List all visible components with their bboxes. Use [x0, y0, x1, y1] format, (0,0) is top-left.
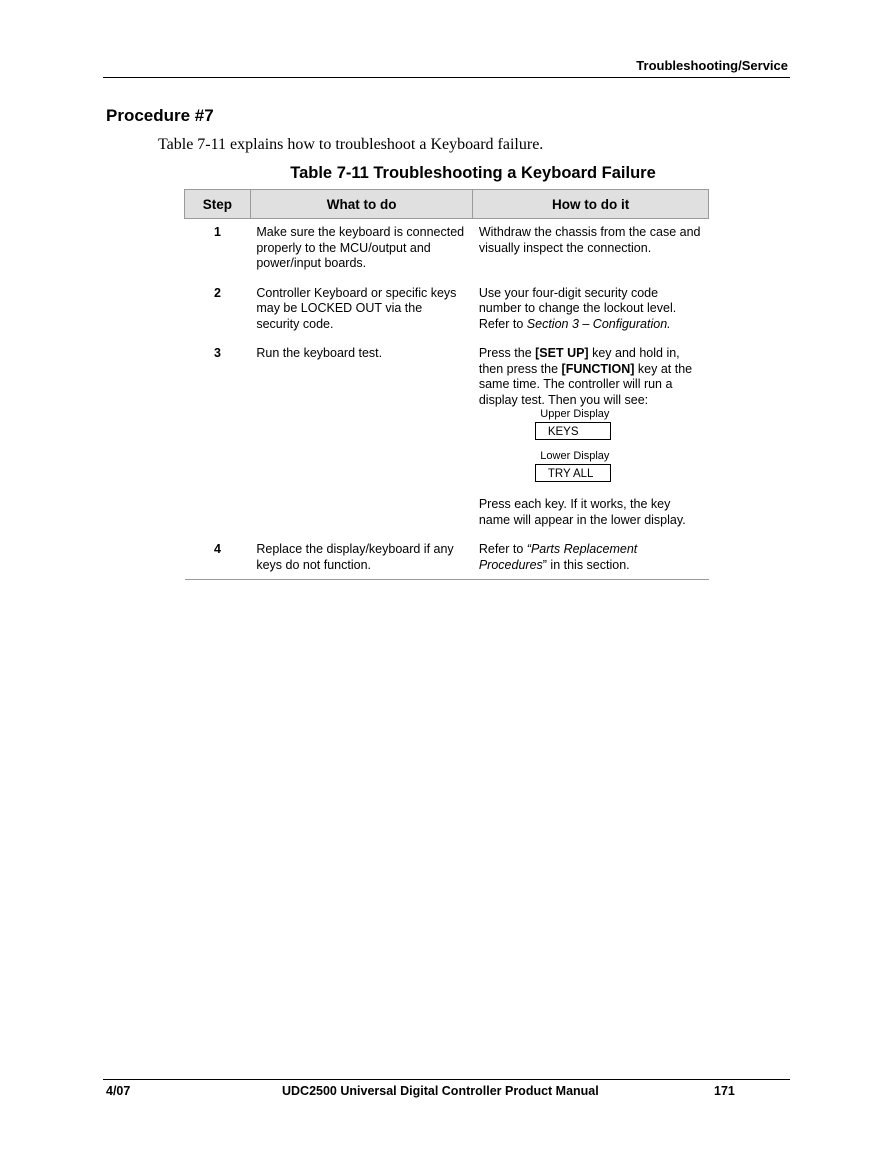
table-title: Table 7-11 Troubleshooting a Keyboard Failure — [290, 164, 656, 182]
how-to-do-it-cell: Withdraw the chassis from the case and visually inspect the connection. — [478, 225, 701, 255]
how-to-do-it-cell — [473, 536, 709, 580]
procedure-heading: Procedure #7 — [106, 106, 214, 125]
upper-display-label: Upper Display — [540, 408, 610, 420]
what-to-do-cell: Replace the display/keyboard if any keys do not function. — [250, 536, 473, 580]
column-header-what: What to do — [250, 190, 473, 219]
section-reference: Section 3 – Configuration. — [526, 316, 671, 331]
column-header-step: Step — [185, 190, 251, 219]
how-to-do-it-cell — [473, 280, 709, 341]
header-rule — [103, 77, 790, 78]
table-row — [185, 536, 709, 580]
footer-rule — [103, 1079, 790, 1080]
table-row — [185, 280, 709, 341]
function-key-label: [FUNCTION] — [561, 361, 635, 376]
step-number: 4 — [185, 536, 251, 580]
footer-date: 4/07 — [106, 1084, 131, 1098]
upper-display-box: KEYS — [535, 422, 611, 440]
how-text: key and hold in, then press the — [478, 346, 680, 376]
table-header-row — [185, 190, 709, 219]
table-row — [185, 340, 709, 536]
step-number: 1 — [213, 225, 221, 239]
table-row — [185, 219, 709, 280]
footer-manual-title: UDC2500 Universal Digital Controller Product Manual — [282, 1084, 599, 1098]
upper-display-figure — [535, 408, 615, 440]
how-text: Press the — [478, 346, 536, 360]
lower-display-box: TRY ALL — [535, 464, 611, 482]
how-text: Refer to — [478, 542, 527, 556]
lower-display-figure — [535, 450, 615, 482]
lower-display-label: Lower Display — [540, 450, 610, 462]
page-number: 171 — [714, 1084, 735, 1098]
keyboard-test-result: Press each key. If it works, the key name will appear in the lower display. — [478, 497, 686, 527]
running-header: Troubleshooting/Service — [636, 58, 788, 73]
what-to-do-cell: Controller Keyboard or specific keys may be LOCKED OUT via the security code. — [256, 285, 457, 331]
how-to-do-it-cell — [473, 340, 709, 536]
how-text: Use your four-digit security code number to change the lockout level. Refer to — [478, 285, 677, 331]
column-header-how: How to do it — [473, 190, 709, 219]
step-number: 2 — [213, 285, 221, 300]
how-text: ” in this section. — [542, 557, 630, 572]
step-number: 3 — [213, 346, 221, 360]
how-text: key at the same time. The controller will run a display test. Then you will see: — [478, 361, 693, 407]
setup-key-label: [SET UP] — [535, 346, 589, 360]
intro-paragraph: Table 7-11 explains how to troubleshoot a Keyboard failure. — [158, 136, 544, 153]
section-reference: “Parts Replacement Procedures — [478, 542, 638, 572]
what-to-do-cell: Make sure the keyboard is connected properly to the MCU/output and power/input boards. — [256, 225, 465, 270]
keyboard-test-instructions — [479, 346, 703, 408]
what-to-do-cell: Run the keyboard test. — [256, 346, 383, 360]
troubleshooting-table — [184, 189, 709, 580]
